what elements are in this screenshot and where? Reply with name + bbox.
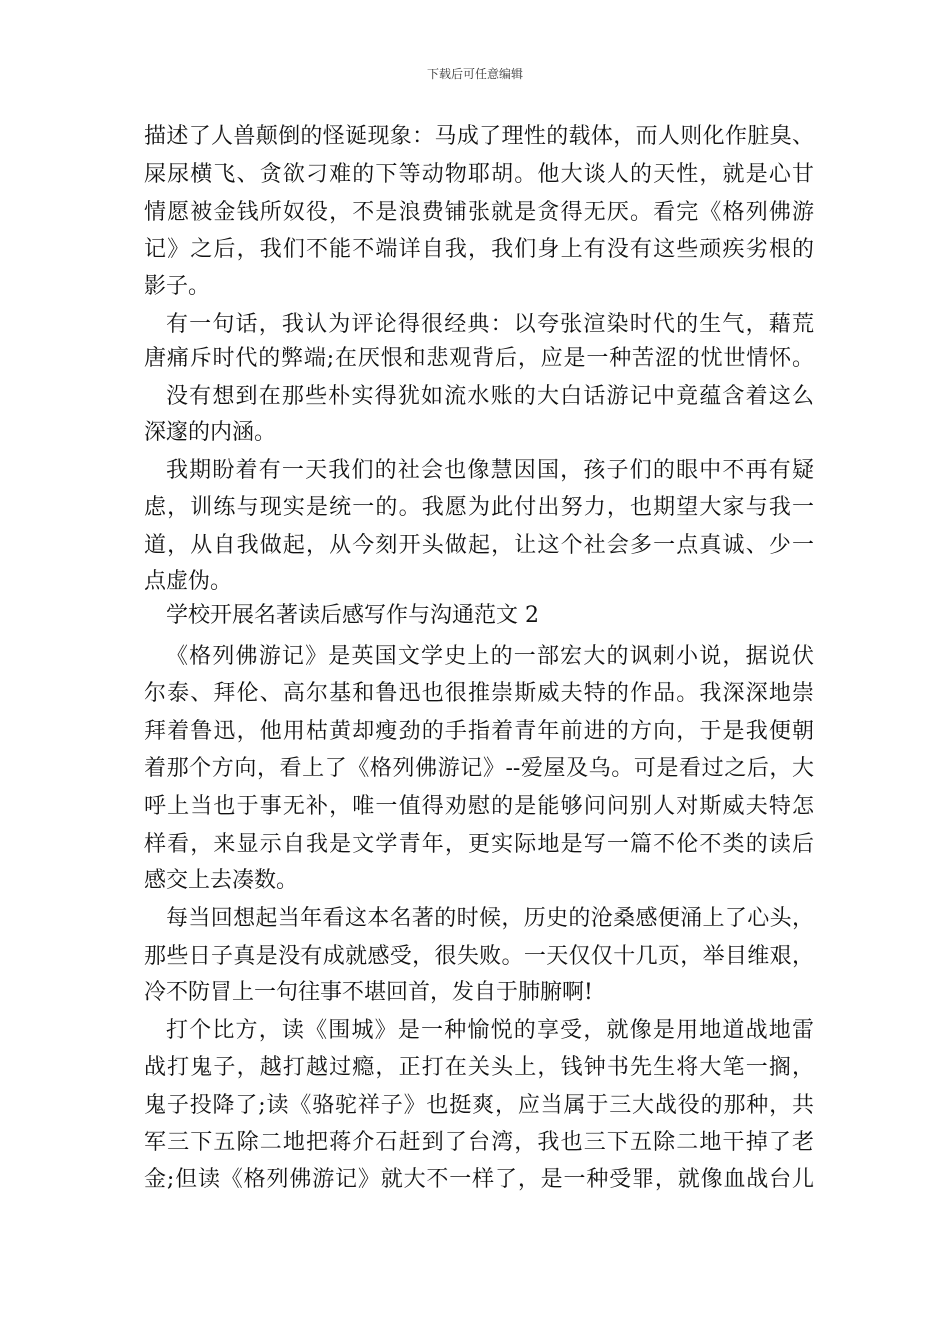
body-text-line: 有一句话，我认为评论得很经典：以夸张渲染时代的生气，藉荒 xyxy=(166,312,814,337)
body-text-line: 冷不防冒上一句往事不堪回首，发自于肺腑啊! xyxy=(144,980,593,1005)
body-text-line: 没有想到在那些朴实得犹如流水账的大白话游记中竟蕴含着这么 xyxy=(166,384,814,409)
body-text-line: 打个比方，读《围城》是一种愉悦的享受，就像是用地道战地雷 xyxy=(166,1018,814,1043)
body-text-line: 拜着鲁迅，他用枯黄却瘦劲的手指着青年前进的方向，于是我便朝 xyxy=(144,719,814,744)
section-heading: 学校开展名著读后感写作与沟通范文 2 xyxy=(166,603,539,628)
body-text-line: 军三下五除二地把蒋介石赶到了台湾，我也三下五除二地干掉了老 xyxy=(144,1130,814,1155)
body-text-line: 屎尿横飞、贪欲刁难的下等动物耶胡。他大谈人的天性，就是心甘 xyxy=(144,162,814,187)
body-text-line: 尔泰、拜伦、高尔基和鲁迅也很推崇斯威夫特的作品。我深深地崇 xyxy=(144,681,814,706)
page-header: 下载后可任意编辑 xyxy=(426,67,523,81)
body-text-line: 道，从自我做起，从今刻开头做起，让这个社会多一点真诚、少一 xyxy=(144,533,814,558)
body-text-line: 那些日子真是没有成就感受，很失败。一天仅仅十几页，举目维艰， xyxy=(144,944,814,969)
body-text-line: 唐痛斥时代的弊端;在厌恨和悲观背后，应是一种苦涩的忧世情怀。 xyxy=(144,346,814,371)
body-text-line: 描述了人兽颠倒的怪诞现象：马成了理性的载体，而人则化作脏臭、 xyxy=(144,124,814,149)
body-text-line: 鬼子投降了;读《骆驼祥子》也挺爽，应当属于三大战役的那种，共 xyxy=(144,1093,814,1118)
body-text-line: 情愿被金钱所奴役，不是浪费铺张就是贪得无厌。看完《格列佛游 xyxy=(144,200,814,225)
body-text-line: 战打鬼子，越打越过瘾，正打在关头上，钱钟书先生将大笔一搁， xyxy=(144,1055,814,1080)
body-text-line: 我期盼着有一天我们的社会也像慧因国，孩子们的眼中不再有疑 xyxy=(166,458,814,483)
body-text-line: 每当回想起当年看这本名著的时候，历史的沧桑感便涌上了心头， xyxy=(166,906,814,931)
body-text-line: 着那个方向，看上了《格列佛游记》--爱屋及乌。可是看过之后，大 xyxy=(144,756,814,781)
body-text-line: 点虚伪。 xyxy=(144,569,233,594)
body-text-line: 感交上去凑数。 xyxy=(144,868,299,893)
body-text-line: 《格列佛游记》是英国文学史上的一部宏大的讽刺小说，据说伏 xyxy=(166,644,814,669)
body-text-line: 深邃的内涵。 xyxy=(144,420,277,445)
body-text-line: 金;但读《格列佛游记》就大不一样了，是一种受罪，就像血战台儿 xyxy=(144,1167,814,1192)
body-text-line: 记》之后，我们不能不端详自我，我们身上有没有这些顽疾劣根的 xyxy=(144,237,814,262)
body-text-line: 影子。 xyxy=(144,274,211,299)
body-text-line: 呼上当也于事无补，唯一值得劝慰的是能够问问别人对斯威夫特怎 xyxy=(144,794,814,819)
body-text-line: 虑，训练与现实是统一的。我愿为此付出努力，也期望大家与我一 xyxy=(144,495,814,520)
body-text-line: 样看，来显示自我是文学青年，更实际地是写一篇不伦不类的读后 xyxy=(144,832,814,857)
